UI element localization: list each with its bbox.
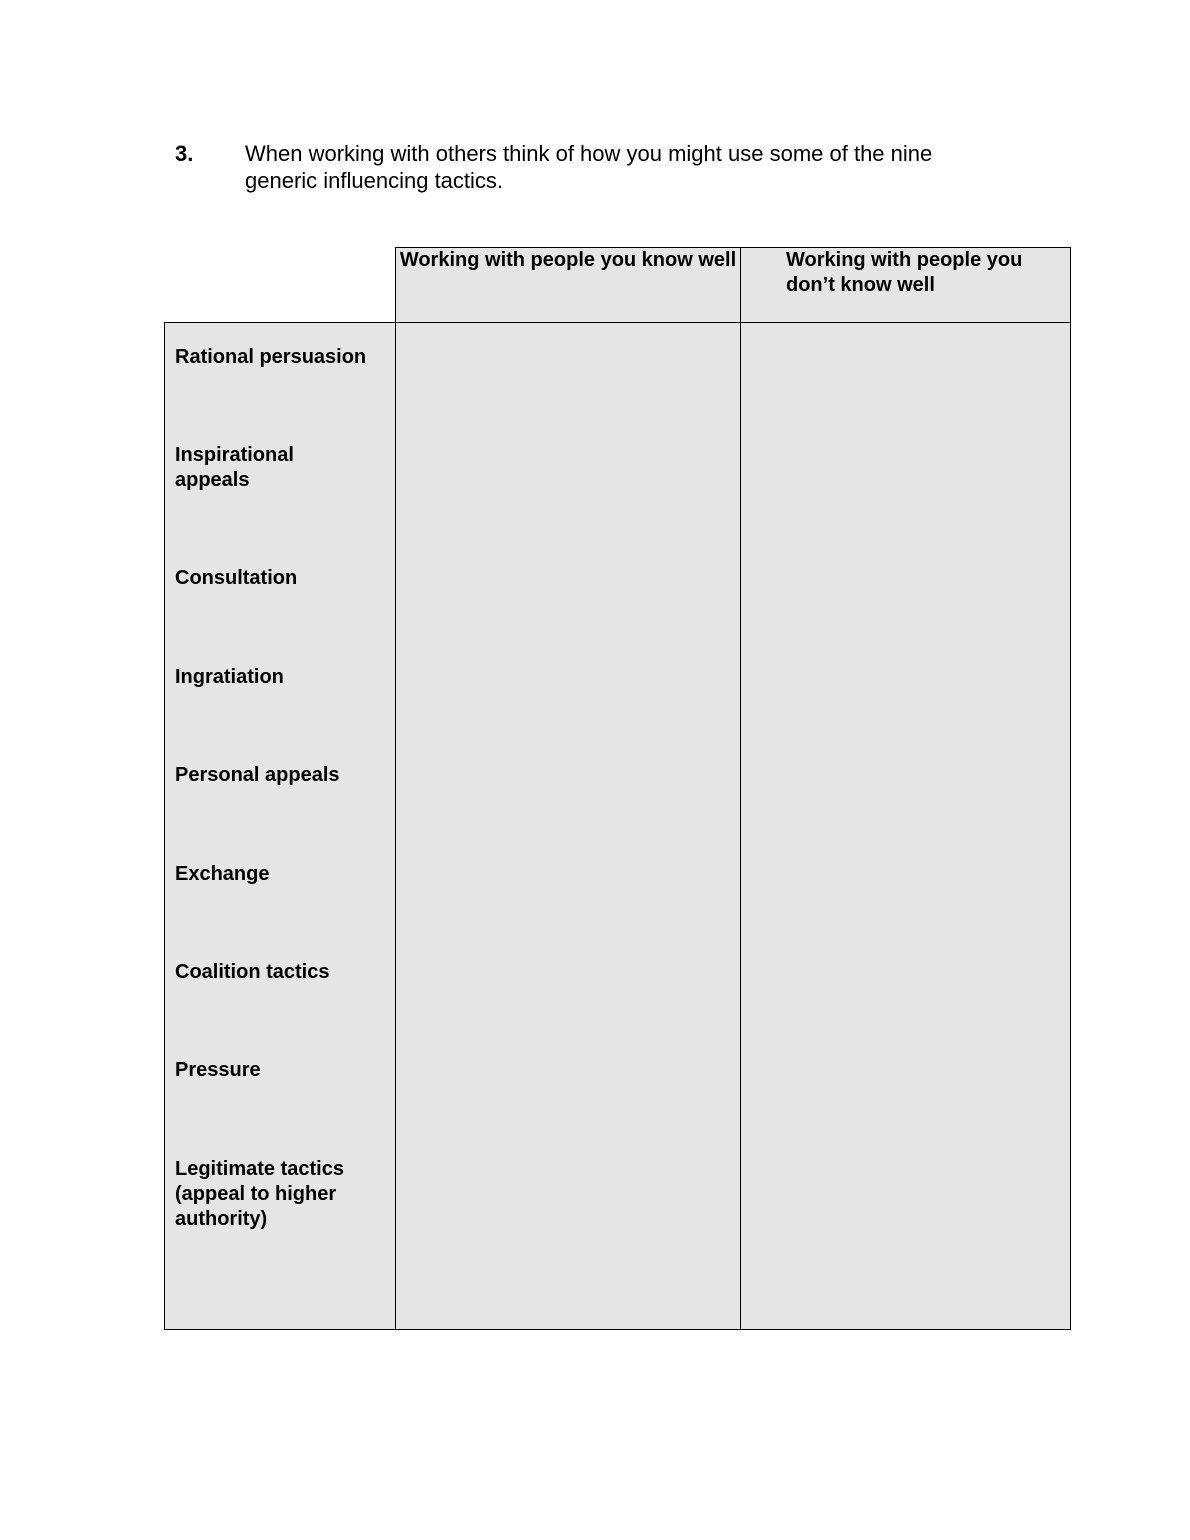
column-header-unknown: Working with people you don’t know well (786, 249, 1023, 296)
row-label-consultation: Consultation (175, 567, 298, 589)
column-header-known: Working with people you know well (399, 249, 737, 271)
row-label-pressure: Pressure (175, 1059, 261, 1081)
question-number: 3. (175, 141, 194, 166)
response-cell-unknown[interactable] (740, 322, 1071, 1330)
row-label-rational-persuasion: Rational persuasion (175, 346, 367, 368)
question-text: When working with others think of how you might use some of the nine generic influencing tactics. (245, 141, 933, 193)
row-label-legitimate-tactics: Legitimate tactics (appeal to higher authority) (175, 1158, 344, 1230)
response-cell-known[interactable] (395, 322, 741, 1330)
row-label-inspirational-appeals: Inspirational appeals (175, 444, 294, 491)
row-label-personal-appeals: Personal appeals (175, 764, 340, 786)
row-label-coalition-tactics: Coalition tactics (175, 961, 330, 983)
row-label-ingratiation: Ingratiation (175, 666, 284, 688)
row-label-exchange: Exchange (175, 863, 270, 885)
